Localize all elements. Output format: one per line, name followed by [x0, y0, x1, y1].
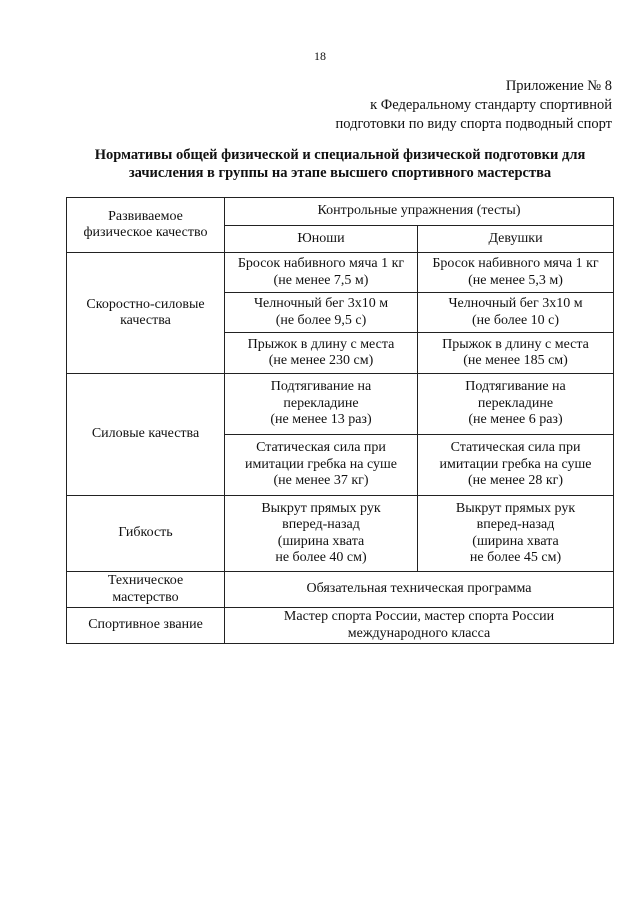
- girls-standard-cell-line: перекладине: [477, 395, 554, 411]
- quality-cell-line: качества: [120, 313, 171, 328]
- boys-standard-cell: [225, 253, 418, 293]
- page-number: 18: [314, 49, 326, 63]
- girls-standard-cell-line: Статическая сила при: [450, 440, 581, 456]
- table-row: [67, 496, 614, 572]
- girls-standard-cell-line: не более 45 см): [469, 550, 562, 565]
- standards-table-body: [67, 198, 614, 644]
- document-title: [40, 146, 640, 182]
- header-quality-line: физическое качество: [83, 225, 208, 240]
- boys-standard-cell: [225, 293, 418, 333]
- appendix-line: подготовки по виду спорта подводный спорт: [335, 116, 612, 132]
- merged-value-cell: [225, 608, 614, 644]
- table-row: [67, 374, 614, 435]
- boys-standard-cell-line: Бросок набивного мяча 1 кг: [237, 256, 405, 271]
- boys-standard-cell-line: (не менее 230 см): [268, 353, 374, 368]
- quality-cell: [67, 496, 225, 572]
- boys-standard-cell: [225, 374, 418, 435]
- boys-standard-cell-line: перекладине: [283, 395, 359, 411]
- quality-cell: [67, 374, 225, 496]
- document-title-line: Нормативы общей физической и специальной физической подготовки для: [94, 147, 586, 163]
- quality-cell: [67, 572, 225, 608]
- technical-mastery-row: [67, 572, 614, 608]
- boys-standard-cell-line: не более 40 см): [275, 550, 367, 565]
- boys-standard-cell: [225, 435, 418, 496]
- standards-table: [66, 197, 614, 644]
- girls-standard-cell-line: (не менее 6 раз): [468, 412, 563, 428]
- merged-value-cell-line: международного класса: [347, 625, 491, 641]
- boys-standard-cell-line: Статическая сила при: [256, 440, 386, 456]
- girls-standard-cell: [418, 496, 614, 572]
- boys-standard-cell-line: (не более 9,5 с): [275, 312, 367, 328]
- girls-standard-cell-line: имитации гребка на суше: [439, 456, 592, 472]
- boys-standard-cell-line: Челночный бег 3х10 м: [253, 296, 389, 311]
- boys-standard-cell-line: Подтягивание на: [270, 379, 372, 395]
- quality-cell-line: Гибкость: [118, 525, 173, 541]
- quality-cell: [67, 253, 225, 374]
- boys-standard-cell-line: Прыжок в длину с места: [247, 336, 395, 352]
- girls-standard-cell: [418, 435, 614, 496]
- quality-cell-line: Техническое: [107, 573, 184, 588]
- quality-cell-line: Спортивное звание: [88, 617, 203, 633]
- boys-standard-cell-line: (не менее 13 раз): [270, 412, 372, 428]
- quality-cell: [67, 608, 225, 644]
- boys-standard-cell: [225, 333, 418, 374]
- quality-cell-line: мастерство: [112, 589, 179, 605]
- boys-standard-cell-line: (не менее 7,5 м): [273, 272, 369, 288]
- quality-cell-line: Скоростно-силовые: [86, 296, 205, 312]
- girls-standard-cell-line: Прыжок в длину с места: [442, 336, 589, 352]
- appendix-line: Приложение № 8: [505, 78, 612, 94]
- girls-standard-cell-line: (не менее 185 см): [463, 353, 568, 368]
- girls-standard-cell-line: вперед-назад: [476, 517, 555, 532]
- merged-value-cell: [225, 572, 614, 608]
- boys-standard-cell: [225, 496, 418, 572]
- girls-standard-cell: [418, 374, 614, 435]
- merged-value-cell-line: Обязательная техническая программа: [306, 581, 532, 597]
- girls-standard-cell-line: Бросок набивного мяча 1 кг: [432, 256, 599, 271]
- appendix-line: к Федеральному стандарту спортивной: [370, 97, 612, 113]
- header-boys-cell: Юноши: [225, 226, 418, 253]
- boys-standard-cell-line: (не менее 37 кг): [273, 473, 369, 489]
- quality-cell-line: Силовые качества: [91, 426, 200, 442]
- header-tests-cell: Контрольные упражнения (тесты): [225, 198, 614, 226]
- girls-standard-cell-line: Челночный бег 3х10 м: [448, 296, 583, 311]
- girls-standard-cell-line: Подтягивание на: [465, 379, 566, 395]
- merged-value-cell-line: Мастер спорта России, мастер спорта России: [283, 609, 555, 624]
- table-header-row: [67, 198, 614, 226]
- boys-standard-cell-line: Выкрут прямых рук: [261, 500, 381, 516]
- sport-title-row: [67, 608, 614, 644]
- girls-standard-cell-line: (не более 10 с): [471, 312, 560, 328]
- document-title-line: зачисления в группы на этапе высшего спортивного мастерства: [128, 165, 552, 181]
- boys-standard-cell-line: (ширина хвата: [277, 533, 365, 549]
- girls-standard-cell-line: (ширина хвата: [472, 533, 559, 549]
- appendix-reference: [335, 77, 612, 134]
- header-quality-line: Развиваемое: [108, 208, 183, 224]
- header-quality-cell: [67, 198, 225, 253]
- girls-standard-cell: [418, 253, 614, 293]
- boys-standard-cell-line: вперед-назад: [282, 517, 360, 532]
- girls-standard-cell-line: (не менее 5,3 м): [468, 272, 563, 288]
- girls-standard-cell-line: (не менее 28 кг): [467, 473, 564, 489]
- girls-standard-cell: [418, 333, 614, 374]
- girls-standard-cell-line: Выкрут прямых рук: [455, 500, 576, 516]
- header-girls-cell: Девушки: [418, 226, 614, 253]
- table-row: [67, 253, 614, 293]
- girls-standard-cell: [418, 293, 614, 333]
- boys-standard-cell-line: имитации гребка на суше: [245, 456, 397, 472]
